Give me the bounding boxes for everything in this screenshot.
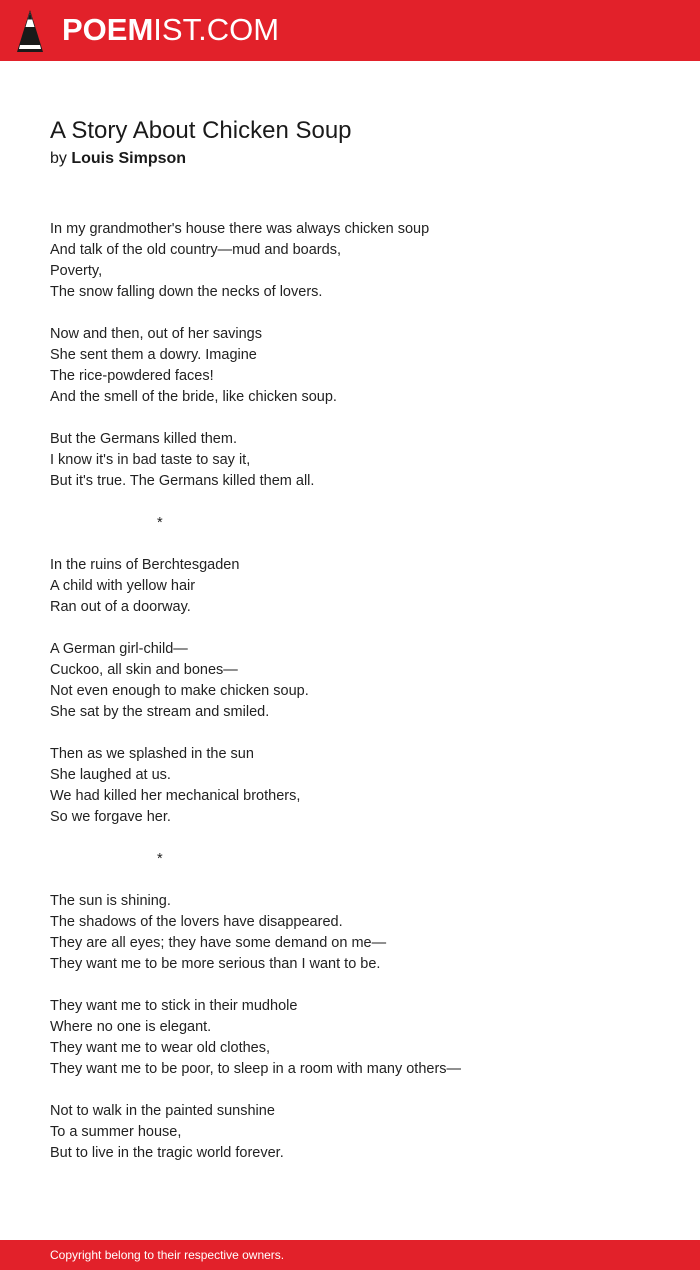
poem-line: The rice-powdered faces! [50, 368, 214, 384]
poem-byline [50, 148, 186, 170]
poem-line: They want me to be more serious than I want to be. [50, 956, 381, 972]
poem-line: Now and then, out of her savings [50, 326, 262, 342]
poem-line: They want me to stick in their mudhole [50, 998, 298, 1014]
poem-line: But the Germans killed them. [50, 431, 237, 447]
stanza [50, 744, 650, 828]
poem-line: The shadows of the lovers have disappeared. [50, 914, 343, 930]
poem-line: So we forgave her. [50, 809, 171, 825]
poem-line: To a summer house, [50, 1124, 182, 1140]
poem-line: The snow falling down the necks of lovers. [50, 284, 323, 300]
site-header [0, 0, 700, 61]
poem-line: We had killed her mechanical brothers, [50, 788, 301, 804]
pencil-icon[interactable] [17, 10, 43, 52]
poem-line: In the ruins of Berchtesgaden [50, 557, 240, 573]
section-separator: * [157, 515, 163, 531]
poem-line: She sat by the stream and smiled. [50, 704, 270, 720]
stanza [50, 891, 650, 975]
poem-line: But it's true. The Germans killed them all. [50, 473, 315, 489]
stanza [50, 219, 650, 303]
site-logo[interactable] [62, 12, 279, 48]
by-label: by [50, 150, 67, 167]
poem-line: They are all eyes; they have some demand on me— [50, 935, 387, 951]
site-footer [0, 1240, 700, 1270]
poem-line: In my grandmother's house there was always chicken soup [50, 221, 430, 237]
stanza [50, 429, 650, 492]
poem-line: And the smell of the bride, like chicken soup. [50, 389, 337, 405]
poem-line: A German girl-child— [50, 641, 188, 657]
poem-line: They want me to be poor, to sleep in a room with many others— [50, 1061, 462, 1077]
poem-line: I know it's in bad taste to say it, [50, 452, 251, 468]
poem-line: But to live in the tragic world forever. [50, 1145, 284, 1161]
stanza [50, 996, 650, 1080]
logo-bold-text: POEM [62, 12, 154, 47]
poem-line: Poverty, [50, 263, 103, 279]
stanza [50, 639, 650, 723]
poem-line: The sun is shining. [50, 893, 171, 909]
poem-line: She laughed at us. [50, 767, 171, 783]
poem-line: They want me to wear old clothes, [50, 1040, 271, 1056]
poem-line: Cuckoo, all skin and bones— [50, 662, 238, 678]
poem-title: A Story About Chicken Soup [50, 117, 352, 144]
poem-line: She sent them a dowry. Imagine [50, 347, 257, 363]
poem-body [50, 219, 650, 1185]
poem-line: Ran out of a doorway. [50, 599, 191, 615]
poem-line: Not to walk in the painted sunshine [50, 1103, 275, 1119]
poem-line: Then as we splashed in the sun [50, 746, 254, 762]
stanza [50, 1101, 650, 1164]
poem-line: Where no one is elegant. [50, 1019, 212, 1035]
stanza [50, 324, 650, 408]
poem-line: Not even enough to make chicken soup. [50, 683, 309, 699]
poem-line: A child with yellow hair [50, 578, 196, 594]
stanza [50, 555, 650, 618]
section-separator: * [157, 851, 163, 867]
copyright-notice: Copyright belong to their respective owners. [50, 1248, 285, 1262]
logo-light-text: IST.COM [153, 12, 280, 47]
poem-author: Louis Simpson [71, 150, 187, 167]
poem-line: And talk of the old country—mud and boards, [50, 242, 341, 258]
